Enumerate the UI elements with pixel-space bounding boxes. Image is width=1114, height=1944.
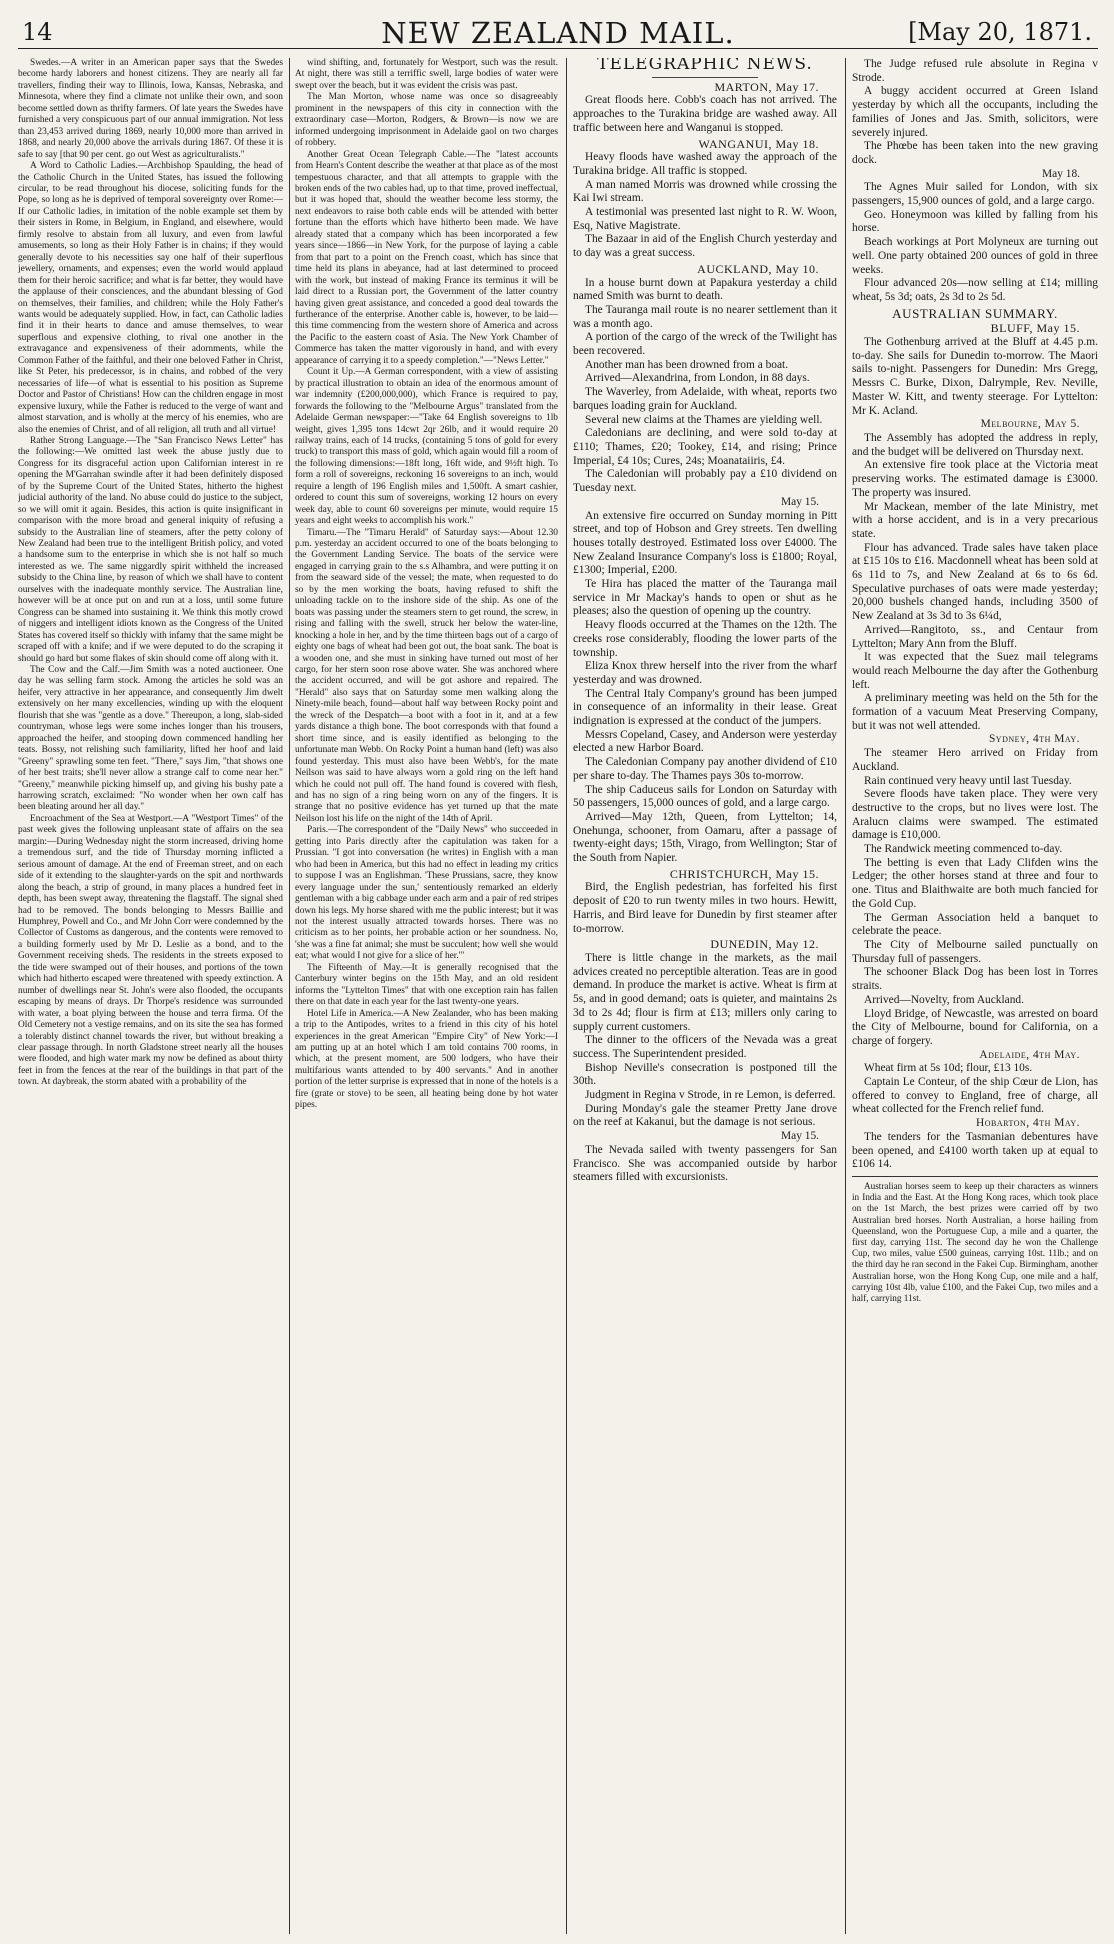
dateline: BLUFF, May 15. bbox=[990, 321, 1080, 336]
news-item: The Tauranga mail route is no nearer settlement than it was a month ago. bbox=[573, 303, 837, 330]
section-title: AUSTRALIAN SUMMARY. bbox=[892, 305, 1058, 321]
news-item: The Central Italy Company's ground has been jumped in consequence of an informality in their lease. Great indignation is expressed at the conduct of the jumpers. bbox=[573, 687, 837, 728]
news-item: Several new claims at the Thames are yielding well. bbox=[585, 413, 823, 426]
news-item: There is little change in the markets, as the mail advices created no perceptible alteration. Teas are in good demand. In produce the market is active. Wheat is firm at 5s, and in good demand; oats is quieter, and maintains 2s 3d to 2s 4d; flour is firm at £13; millers only caring to supply current customers. bbox=[573, 952, 837, 1033]
section-title: TELEGRAPHIC NEWS. bbox=[597, 58, 813, 74]
news-item: Heavy floods have washed away the approach of the Turakina bridge. All traffic is stopped. bbox=[573, 151, 837, 177]
dateline: MARTON, May 17. bbox=[714, 79, 819, 94]
dateline: Adelaide, 4th May. bbox=[979, 1048, 1080, 1061]
article-telegraph-cable: Another Great Ocean Telegraph Cable.—The "latest accounts from Hearn's Content describe the weather at that place as of the most tempestuous character, and that all attempts to grapple with the broken ends of the two cables had, up to that time, proved ineffectual, but it was hoped that, should the weather become less stormy, the next endeavors to raise both cable ends will be attended with better fortune than the efforts which have hitherto been made. We have already stated that a company which has been incorporated a few years since—1866—in New York, for the purpose of laying a cable from that part to a point on the French coast, which has since that time held its plans in abeyance, had at last determined to proceed with the work, but instead of making France its terminus it will be laid direct to a Russian port, the Government of the latter country having given great assistance, and conceded a good deal towards the furtherance of the enterprise. Another cable is, however, to be laid—this time commencing from the western shore of America and across the Pacific to the eastern coast of Asia. The New York Chamber of Commerce has taken the matter vigorously in hand, and with every appearance of carrying it to a speedy completion."—"News Letter." bbox=[295, 149, 558, 366]
news-item: An extensive fire occurred on Sunday morning in Pitt street, and top of Hobson and Grey streets. Ten dwelling houses totally destroyed. Estimated loss over £4000. The New Zealand Insurance Company's loss is £1800; Royal, £1300; Imperial, £200. bbox=[573, 509, 837, 577]
news-item: Bishop Neville's consecration is postponed till the 30th. bbox=[573, 1061, 837, 1088]
news-item: Wheat firm at 5s 10d; flour, £13 10s. bbox=[864, 1062, 1033, 1075]
column-1 bbox=[18, 58, 283, 1936]
news-item: Bird, the English pedestrian, has forfeited his first deposit of £20 to run twenty miles in two hours. Hewitt, Harris, and Bird leave for Dunedin by first steamer after to-morrow. bbox=[573, 881, 837, 935]
news-item: Caledonians are declining, and were sold to-day at £110; Thames, £20; Tookey, £14, and rising; Prince Imperial, £4 10s; Cures, 24s; Moanataiiris, £4. bbox=[573, 427, 837, 467]
news-item: The City of Melbourne sailed punctually on Thursday full of passengers. bbox=[852, 939, 1098, 965]
news-item: Captain Le Conteur, of the ship Cœur de Lion, has offered to convey to England, free of charge, all wheat collected for the French relief fund. bbox=[852, 1076, 1098, 1116]
column-rule bbox=[845, 58, 846, 1934]
dateline: DUNEDIN, May 12. bbox=[710, 937, 819, 952]
news-item: Heavy floods occurred at the Thames on the 12th. The creeks rose considerably, flooding the lower parts of the township. bbox=[573, 619, 837, 659]
news-item: A preliminary meeting was held on the 5th for the formation of a vacuum Meat Preserving Company, but it was not well attended. bbox=[852, 692, 1098, 732]
news-item: During Monday's gale the steamer Pretty Jane drove on the reef at Kakanui, but the damage is not serious. bbox=[573, 1102, 837, 1129]
column-rule bbox=[289, 58, 290, 1934]
news-item: It was expected that the Suez mail telegrams would reach Melbourne the day after the Gothenburg left. bbox=[852, 651, 1098, 691]
news-item: Lloyd Bridge, of Newcastle, was arrested on board the City of Melbourne, bound for California, on a charge of forgery. bbox=[852, 1007, 1098, 1047]
article-cow-and-calf: The Cow and the Calf.—Jim Smith was a noted auctioneer. One day he was selling farm stock. Among the articles he sold was an heifer, very attractive in her appearance, and consequently Jim dwelt extensively on her many excellencies, winding up with the eloquent flourish that she was "gentle as a dove." Thereupon, a long, slab-sided countryman, whose legs were some inches longer than his trousers, approached the heifer, and stooping down commenced handling her teats. Bossy, not relishing such familiarity, lifted her hoof and laid "Greeny" sprawling some ten feet. "There," says Jim, "that shows one of her best traits; she'll never allow a strange calf to come near her." "Greeny," meanwhile picking himself up, and giving his bushy pate a harrowing scratch, exclaimed: "No wonder when her own calf has been bleating around her all day." bbox=[18, 665, 283, 813]
dateline: AUCKLAND, May 10. bbox=[697, 261, 819, 276]
article-hotel-life: Hotel Life in America.—A New Zealander, who has been making a trip to the Antipodes, writes to a friend in this city of his hotel experiences in the great American "Empire City" of New York:—I am putting up at an hotel which I am told contains 700 rooms, in which, at the present moment, are 500 lodgers, who have their multifarious wants attended to by 400 servants." And in another portion of the letter surprise is expressed that in none of the hotels is a fire (grate or stove) to be seen, all heating being done by hot water pipes. bbox=[295, 1008, 558, 1111]
article-count-it-up: Count it Up.—A German correspondent, with a view of assisting by practical illustration to obtain an idea of the enormous amount of war indemnity (£200,000,000), which France is required to pay, forwards the following to the "Melbourne Argus" translated from the Adelaide German newspaper:—"Take 64 English sovereigns to 1lb weight, gives 1,395 tons 14cwt 2qr 26lb, and it would require 20 railway trains, each of 14 trucks, (containing 5 tons of gold for every truck) to transport this mass of gold, which again would fill a room of the following dimensions:—18ft long, 16ft wide, and 9½ft high. To form a roll of sovereigns, reckoning 16 sovereigns to an inch, would require a length of 196 English miles and 1,500ft. A smart cashier, ordered to count this sum of sovereigns, working 12 hours on every week day, able to count 60 sovereigns per minute, would require 15 years and eight weeks to accomplish his work." bbox=[295, 367, 558, 527]
news-item: A testimonial was presented last night to R. W. Woon, Esq, Native Magistrate. bbox=[573, 206, 837, 232]
news-item: Rain continued very heavy until last Tuesday. bbox=[864, 774, 1072, 787]
article-westport-cont: wind shifting, and, fortunately for Westport, such was the result. At night, there was still a terriffic swell, large bodies of water were swept over the beach, but it was evident the crisis was past. bbox=[295, 58, 558, 91]
news-item: Beach workings at Port Molyneux are turning out well. One party obtained 200 ounces of gold in three weeks. bbox=[852, 236, 1098, 276]
article-paris: Paris.—The correspondent of the "Daily News" who succeeded in getting into Paris directly after the capitulation was taken for a Prussian. "I got into conversation (he writes) in English with a man who had been in America, but this had no effect in leading my critics to suppose I was an Englishman. 'These Prussians, sacre, they know every language under the sun,' sententiously remarked an elderly gentleman with a big cabbage under each arm and a pair of red stripes down his legs. My horse shared with me the public interest; but it was not the interest usually attracted towards horses. There was no criticism as to her points, her probable action or her soundness. No, 'she was a fine fat animal; she must be succulent; how well she would eat; what would I not give for a slice of her.'" bbox=[295, 825, 558, 962]
dateline: CHRISTCHURCH, May 15. bbox=[669, 866, 819, 881]
news-item: The dinner to the officers of the Nevada was a great success. The Superintendent presided. bbox=[573, 1034, 837, 1060]
dateline: WANGANUI, May 18. bbox=[698, 136, 819, 151]
news-item: Judgment in Regina v Strode, in re Lemon, is deferred. bbox=[585, 1089, 836, 1102]
column-2 bbox=[295, 58, 558, 1936]
dateline: Sydney, 4th May. bbox=[988, 733, 1080, 746]
news-item: Mr Mackean, member of the late Ministry, met with a horse accident, and is in a very precarious state. bbox=[852, 500, 1098, 540]
news-item: The Gothenburg arrived at the Bluff at 4.45 p.m. to-day. She sails for Dunedin to-morrow. The Maori sails to-night. Passengers for Dunedin: Mrs Gregg, Messrs C. Burke, Dixon, Dalrymple, Rev. Neville, Master W. Kitt, and twenty steerage. For Lyttelton: Mr K. Acland. bbox=[852, 336, 1098, 417]
divider bbox=[652, 77, 758, 78]
divider bbox=[852, 1176, 1098, 1177]
article-fifteenth-may: The Fifteenth of May.—It is generally recognised that the Canterbury winter begins on the 15th May, and an old resident informs the "Lyttelton Times" that with one exception rain has fallen there on that date in each year for the last twenty-one years. bbox=[295, 962, 558, 1008]
news-item: Arrived—Rangitoto, ss., and Centaur from Lyttelton; Mary Ann from the Bluff. bbox=[852, 623, 1098, 650]
news-item: Te Hira has placed the matter of the Tauranga mail service in Mr Mackay's hands to open or shut as he pleases; also the question of opening up the country. bbox=[573, 578, 837, 618]
page-number: 14 bbox=[22, 18, 53, 46]
news-item: The Agnes Muir sailed for London, with six passengers, 15,900 ounces of gold, and a large cargo. bbox=[852, 181, 1098, 208]
news-item: The steamer Hero arrived on Friday from Auckland. bbox=[852, 747, 1098, 773]
page-header bbox=[18, 14, 1098, 49]
dateline: Hobarton, 4th May. bbox=[976, 1117, 1080, 1130]
news-item: The tenders for the Tasmanian debentures have been opened, and £4100 worth taken up at equal to £106 14. bbox=[852, 1130, 1098, 1171]
news-item: Great floods here. Cobb's coach has not arrived. The approaches to the Turakina bridge are washed away. All traffic between here and Wanganui is stopped. bbox=[573, 94, 837, 134]
news-item: The Caledonian Company pay another dividend of £10 per share to-day. The Thames pays 30s to-morrow. bbox=[573, 756, 837, 782]
news-item: A man named Morris was drowned while crossing the Kai Iwi stream. bbox=[573, 178, 837, 205]
dateline: May 15. bbox=[781, 495, 819, 508]
news-item: The German Association held a banquet to celebrate the peace. bbox=[852, 911, 1098, 938]
news-item: Messrs Copeland, Casey, and Anderson were yesterday elected a new Harbor Board. bbox=[573, 728, 837, 755]
article-man-morton: The Man Morton, whose name was once so disagreeably prominent in the newspapers of this city in connection with the extraordinary case—Morton, Rodgers, & Brown—is now we are informed undergoing imprisonment in Adelaide gaol on two charges of robbery. bbox=[295, 92, 558, 149]
news-item: Another man has been drowned from a boat. bbox=[585, 358, 789, 371]
news-item: The Caledonian will probably pay a £10 dividend on Tuesday next. bbox=[573, 468, 837, 495]
news-item: Arrived—Alexandrina, from London, in 88 days. bbox=[585, 372, 810, 385]
news-item: Eliza Knox threw herself into the river from the wharf yesterday and was drowned. bbox=[573, 660, 837, 686]
news-item: Geo. Honeymoon was killed by falling from his horse. bbox=[852, 208, 1098, 235]
news-item: The ship Caduceus sails for London on Saturday with 50 passengers, 15,000 ounces of gold, and a large cargo. bbox=[573, 783, 837, 810]
dateline: May 15. bbox=[781, 1130, 819, 1143]
column-3 bbox=[573, 58, 837, 1936]
news-item: Arrived—Novelty, from Auckland. bbox=[864, 993, 1024, 1006]
article-catholic-ladies: A Word to Catholic Ladies.—Archbishop Spaulding, the head of the Catholic Church in the United States, has issued the following circular, to be read throughout his diocese, soliciting funds for the Pope, so long as he is deprived of temporal sovereignty over Rome:—If our Catholic ladies, in imitation of the noble example set them by their sisters in Rome, in Belgium, in England, and elsewhere, would firmly resolve to abstain from all luxury, and even from lawful amusements, so long as their Holy Father is in chains; if they would generally devote to his necessities say one half of their superflous jewellery, ornaments, and expenses; even the world would applaud them for their heroic sacrifice; and what is far better, they would have the applause of their consciences, and the abundant blessing of God on themselves, their families, and children; while the Holy Father's wants would be adequately supplied. How, in fact, can Catholic ladies find it in their hearts to dance and amuse themselves, to wear superflous and expensive clothing, to rival one another in the extravagance and expensiveness of their adornments, while the Common Father of the faithful, and their one beloved Father in Christ, like St Peter, his predecessor, is in chains, and robbed of the very necessaries of life—of what is essential to his position as Supreme Doctor and Pastor of Christians! How can the children engage in most expensive luxury, while the Father is reduced to the verge of want and almost starvation, and is wholly at the mercy of his enemies, who are also the enemies of Christ, and of all religion, all truth and all virtue! bbox=[18, 161, 283, 435]
news-item: The Bazaar in aid of the English Church yesterday and to day was a great success. bbox=[573, 233, 837, 260]
news-item: A buggy accident occurred at Green Island yesterday by which all the occupants, including the families of Jones and Jas. Smith, solicitors, were severely injured. bbox=[852, 85, 1098, 139]
news-item: A portion of the cargo of the wreck of the Twilight has been recovered. bbox=[573, 331, 837, 358]
news-item: In a house burnt down at Papakura yesterday a child named Smith was burnt to death. bbox=[573, 276, 837, 303]
dateline: May 18. bbox=[1042, 167, 1080, 180]
news-item: The Nevada sailed with twenty passengers for San Francisco. She was accompanied outside by harbor steamers filled with excursionists. bbox=[573, 1143, 837, 1184]
article-swedes: Swedes.—A writer in an American paper says that the Swedes become hardy laborers and honest citizens. They are nearly all far travellers, finding their way to Illinois, Iowa, Kansas, Nebraska, and Minnesota, where they find a climate not unlike their own, and soon become settled down as thrifty farmers. Of late years the Swedes have furnished a very conspicuous part of our annual immigration. Not less than 23,453 arrived during 1869, nearly 10,000 more than arrived in 1868, and nearly 20,000 above the arrivals during 1867. Of these it is safe to say [that 90 per cent. go out West as agriculturalists." bbox=[18, 58, 283, 160]
news-item: The Waverley, from Adelaide, with wheat, reports two barques loading grain for Auckland. bbox=[573, 386, 837, 412]
news-item: The Randwick meeting commenced to-day. bbox=[864, 843, 1063, 856]
article-timaru: Timaru.—The "Timaru Herald" of Saturday says:—About 12.30 p.m. yesterday an accident occurred to one of the boats belonging to the Government Landing Service. The boats of the service were engaged in carrying grain to the s.s Alhambra, and were putting it on from the seaward side of the vessel; the mate, when requested to do so by the men working the boats, having refused to shift the unloading tackle on to the inshore side of the ship. As one of the boats was passing under the steamers stern to get round, the screw, in rising and falling with the swell, struck her below the water-line, knocking a hole in her, and by the time thirteen bags out of a cargo of eighty one bags of wheat had been got out, the boat sank. The boat is a wooden one, and she must in sinking have turned out most of her cargo, for her stern soon rose above water. She was anchored where the accident occurred, and will be got ashore and repaired. The "Herald" also says that on Saturday some men walking along the Ninety-mile beach, found—about half way between Rocky point and the wreck of the Despatch—a boot with a foot in it, and at a few yards distance a thigh bone. The boot corresponds with that found a short time since, and is easily identified as belonging to the unfortunate man Webb. On Rocky Point a human hand (left) was also found yesterday. This must also have been Webb's, for the mate Neilson was said to have always worn a gold ring on the left hand which he could not pull off. The hand found is covered with flesh, and has no sign of a ring being worn on any of the fingers. It is strange that no positive evidence has yet turned up that the mate Neilson lost his life on the night of the 14th of April. bbox=[295, 527, 558, 824]
masthead: NEW ZEALAND MAIL. bbox=[381, 16, 735, 50]
news-item: Flour has advanced. Trade sales have taken place at £15 10s to £16. Macdonnell wheat has been sold at 6s 11d to 7s, and New Zealand at 6s to 6s 6d. Speculative purchases of oats were made yesterday; 20,000 bushels changed hands, including 3500 of New Zealand at 3s 3d to 3s 6¼d, bbox=[852, 541, 1098, 623]
column-4 bbox=[852, 58, 1098, 1936]
column-rule bbox=[566, 58, 567, 1934]
news-item: The Phœbe has been taken into the new graving dock. bbox=[852, 140, 1098, 166]
issue-date: [May 20, 1871. bbox=[908, 18, 1092, 46]
news-item: The betting is even that Lady Clifden wins the Ledger; the other horses stand at three and four to one. Titus and Blaithwaite are both much fancied for the Gold Cup. bbox=[852, 856, 1098, 910]
article-australian-horses: Australian horses seem to keep up their characters as winners in India and the East. At the Hong Kong races, which took place on the 1st March, the best prizes were carried off by two Australian bred horses. North Australian, a horse hailing from Queensland, won the Portuguese Cup, a mile and a quarter, the first day, carrying 11st. The second day he won the Challenge Cup, two miles, value £500 guineas, carrying 10st. 11lb.; and on the third day he ran second in the Fakei Cup. Birmingham, another Australian horse, won the Hong Kong Cup, one mile and a half, carrying 10st 4lb, value £100, and the Fakei Cup, two miles and a half, carrying 11st. bbox=[852, 1180, 1098, 1303]
news-item: Severe floods have taken place. They were very destructive to the crops, but no lives were lost. The Aralucn claims were swamped. The estimated damage is £10,000. bbox=[852, 788, 1098, 842]
news-item: The schooner Black Dog has been lost in Torres straits. bbox=[852, 966, 1098, 993]
article-westport: Encroachment of the Sea at Westport.—A "Westport Times" of the past week gives the following unpleasant state of affairs on the sea margin:—During Wednesday night the storm increased, driving home a tremendous surf, and the tide of Thursday morning inflicted a serious amount of damage. At the end of Freeman street, and on each side of it extending to the slaughter-yards on the spit and northwards along the beach, a strip of ground, in many places a hundred feet in depth, has been swept away, threatening the flagstaff. The signal shed had to be removed. The bonds belonging to Messrs Baillie and Humphrey, Powell and Co., and Mr John Corr were condemned by the Collector of Customs as dangerous, and the contents were removed to a building formerly used by Mr D. Leslie as a bond, and to the Government receiving sheds. The residents in the streets exposed to the tide were swamped out of their houses, and portions of the town which had hitherto escaped were threatened with speedy extinction. A number of dwellings near St. John's were also flooded, the occupants escaping by means of drays. Dr Thorpe's residence was surrounded with water, a boat plying between the house and terra firma. Of the Old Cemetery not a vestige remains, and on its site the sea has formed a tolerably distinct channel towards the river, but without breaking a clear passage through. In north Gladstone street nearly all the houses were flooded, and high water mark my now be defined as about thirty feet in from the fences at the rear of the buildings in that part of the town. At daybreak, the storm abated with a probability of the bbox=[18, 813, 283, 1088]
news-item: Flour advanced 20s—now selling at £14; milling wheat, 5s 3d; oats, 2s 3d to 2s 5d. bbox=[852, 277, 1098, 303]
news-item: The Judge refused rule absolute in Regina v Strode. bbox=[852, 58, 1098, 84]
news-item: The Assembly has adopted the address in reply, and the budget will be delivered on Thursday next. bbox=[852, 431, 1098, 458]
article-strong-language: Rather Strong Language.—The "San Francisco News Letter" has the following:—We omitted last week the abuse justly due to Congress for its disgraceful action upon Californian interest in re opening the M'Garrahan swindle after it had been definitely disposed of by the Supreme Court of the United States, hitherto the highest judicial authority of the land. No abuse could do justice to the subject, so we will omit it again. Besides, this action is quite insignificant in comparison with the more broad and general iniquity of refusing a subsidy to the Australian line of steamers, after the petty colony of New Zealand had been true to the intelligent British policy, and voted a handsome sum to the enterprise in which she is not half so much interested as we. The same niggardly spirit withheld the increased subsidy to the China line, by reason of which we shall have to content ourselves with the inadequate monthly service. The Australian line, however will be at once put on and run at a loss, until some future Congress can be shamed into sustaining it. We think this motly crowd of niggers and intelligent idiots known as the Congress of the United States has covered itself so thickly with infamy that the same might be scraped off with a knife; and if we were deputed to do the scraping it should go hard but some flakes of skin should come off along with it. bbox=[18, 435, 283, 664]
dateline: Melbourne, May 5. bbox=[980, 418, 1080, 431]
news-item: An extensive fire took place at the Victoria meat preserving works. The estimated damage is £3000. The property was insured. bbox=[852, 459, 1098, 499]
news-item: Arrived—May 12th, Queen, from Lyttelton; 14, Onehunga, schooner, from Oamaru, after a passage of twenty-eight days; 15th, Virago, from Wellington; Star of the South from Napier. bbox=[573, 810, 837, 865]
